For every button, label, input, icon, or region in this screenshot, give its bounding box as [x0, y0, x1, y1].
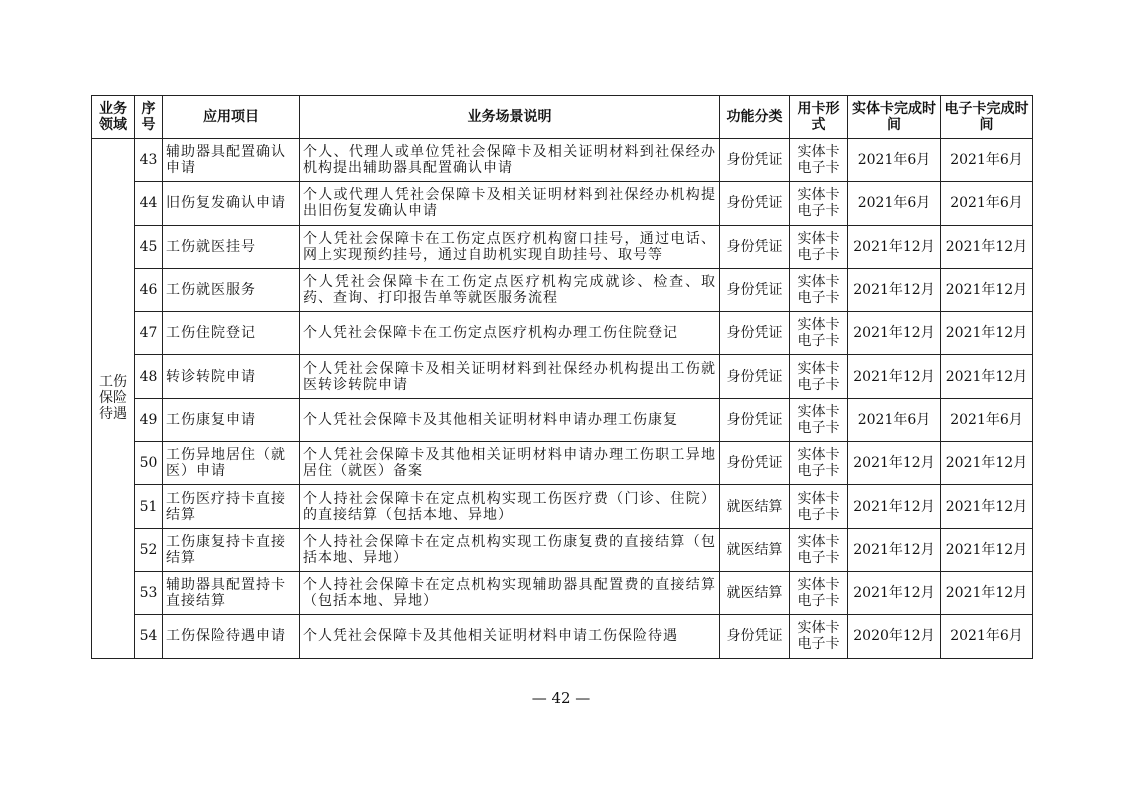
table-row	[92, 225, 1033, 268]
electronic-time-cell: 2021年12月	[941, 571, 1033, 614]
app-cell: 工伤异地居住（就医）申请	[163, 442, 300, 485]
physical-time-cell: 2020年12月	[848, 615, 941, 658]
electronic-time-cell: 2021年12月	[941, 312, 1033, 355]
card-form-cell: 实体卡电子卡	[790, 485, 848, 528]
electronic-time-cell: 2021年6月	[941, 139, 1033, 182]
table-row	[92, 615, 1033, 658]
function-cell: 身份凭证	[720, 225, 790, 268]
function-cell: 身份凭证	[720, 615, 790, 658]
function-cell: 身份凭证	[720, 268, 790, 311]
app-cell: 工伤保险待遇申请	[163, 615, 300, 658]
header-row	[92, 96, 1033, 139]
electronic-time-cell: 2021年12月	[941, 355, 1033, 398]
function-cell: 就医结算	[720, 571, 790, 614]
header-app: 应用项目	[163, 96, 300, 139]
seq-cell: 51	[135, 485, 163, 528]
card-form-cell: 实体卡电子卡	[790, 139, 848, 182]
physical-time-cell: 2021年12月	[848, 442, 941, 485]
table-row	[92, 398, 1033, 441]
electronic-time-cell: 2021年6月	[941, 182, 1033, 225]
app-cell: 工伤医疗持卡直接结算	[163, 485, 300, 528]
table-row	[92, 571, 1033, 614]
seq-cell: 52	[135, 528, 163, 571]
desc-cell: 个人凭社会保障卡及其他相关证明材料申请工伤保险待遇	[300, 615, 720, 658]
card-form-cell: 实体卡电子卡	[790, 355, 848, 398]
app-cell: 工伤住院登记	[163, 312, 300, 355]
table-row	[92, 485, 1033, 528]
electronic-time-cell: 2021年12月	[941, 485, 1033, 528]
function-cell: 身份凭证	[720, 139, 790, 182]
card-form-cell: 实体卡电子卡	[790, 398, 848, 441]
desc-cell: 个人持社会保障卡在定点机构实现辅助器具配置费的直接结算（包括本地、异地）	[300, 571, 720, 614]
app-cell: 辅助器具配置确认申请	[163, 139, 300, 182]
header-electronic-time: 电子卡完成时间	[941, 96, 1033, 139]
desc-cell: 个人凭社会保障卡及相关证明材料到社保经办机构提出工伤就医转诊转院申请	[300, 355, 720, 398]
card-form-cell: 实体卡电子卡	[790, 442, 848, 485]
function-cell: 身份凭证	[720, 355, 790, 398]
seq-cell: 48	[135, 355, 163, 398]
function-cell: 就医结算	[720, 485, 790, 528]
electronic-time-cell: 2021年12月	[941, 268, 1033, 311]
app-cell: 工伤康复持卡直接结算	[163, 528, 300, 571]
function-cell: 身份凭证	[720, 442, 790, 485]
header-card-form: 用卡形式	[790, 96, 848, 139]
app-cell: 工伤就医挂号	[163, 225, 300, 268]
desc-cell: 个人持社会保障卡在定点机构实现工伤康复费的直接结算（包括本地、异地）	[300, 528, 720, 571]
desc-cell: 个人凭社会保障卡及其他相关证明材料申请办理工伤康复	[300, 398, 720, 441]
card-form-cell: 实体卡电子卡	[790, 528, 848, 571]
table-row	[92, 268, 1033, 311]
seq-cell: 53	[135, 571, 163, 614]
seq-cell: 46	[135, 268, 163, 311]
desc-cell: 个人凭社会保障卡及其他相关证明材料申请办理工伤职工异地居住（就医）备案	[300, 442, 720, 485]
physical-time-cell: 2021年6月	[848, 398, 941, 441]
seq-cell: 45	[135, 225, 163, 268]
header-domain: 业务领域	[92, 96, 135, 139]
electronic-time-cell: 2021年6月	[941, 615, 1033, 658]
function-cell: 身份凭证	[720, 398, 790, 441]
seq-cell: 44	[135, 182, 163, 225]
seq-cell: 43	[135, 139, 163, 182]
table-row	[92, 442, 1033, 485]
page-number: — 42 —	[531, 689, 591, 707]
app-cell: 工伤就医服务	[163, 268, 300, 311]
table-row	[92, 355, 1033, 398]
seq-cell: 49	[135, 398, 163, 441]
function-cell: 身份凭证	[720, 182, 790, 225]
function-cell: 就医结算	[720, 528, 790, 571]
function-cell: 身份凭证	[720, 312, 790, 355]
table-row	[92, 312, 1033, 355]
service-table	[91, 95, 1033, 659]
electronic-time-cell: 2021年12月	[941, 442, 1033, 485]
desc-cell: 个人凭社会保障卡在工伤定点医疗机构完成就诊、检查、取药、查询、打印报告单等就医服务流程	[300, 268, 720, 311]
seq-cell: 47	[135, 312, 163, 355]
physical-time-cell: 2021年12月	[848, 571, 941, 614]
physical-time-cell: 2021年6月	[848, 182, 941, 225]
app-cell: 旧伤复发确认申请	[163, 182, 300, 225]
header-seq: 序号	[135, 96, 163, 139]
physical-time-cell: 2021年12月	[848, 225, 941, 268]
app-cell: 辅助器具配置持卡直接结算	[163, 571, 300, 614]
card-form-cell: 实体卡电子卡	[790, 268, 848, 311]
desc-cell: 个人凭社会保障卡在工伤定点医疗机构窗口挂号，通过电话、网上实现预约挂号，通过自助机实现自助挂号、取号等	[300, 225, 720, 268]
physical-time-cell: 2021年12月	[848, 268, 941, 311]
seq-cell: 54	[135, 615, 163, 658]
seq-cell: 50	[135, 442, 163, 485]
physical-time-cell: 2021年12月	[848, 355, 941, 398]
physical-time-cell: 2021年12月	[848, 528, 941, 571]
card-form-cell: 实体卡电子卡	[790, 615, 848, 658]
electronic-time-cell: 2021年12月	[941, 528, 1033, 571]
desc-cell: 个人凭社会保障卡在工伤定点医疗机构办理工伤住院登记	[300, 312, 720, 355]
table-row	[92, 139, 1033, 182]
desc-cell: 个人、代理人或单位凭社会保障卡及相关证明材料到社保经办机构提出辅助器具配置确认申请	[300, 139, 720, 182]
header-scenario: 业务场景说明	[300, 96, 720, 139]
physical-time-cell: 2021年6月	[848, 139, 941, 182]
table-row	[92, 182, 1033, 225]
table-row	[92, 528, 1033, 571]
header-physical-time: 实体卡完成时间	[848, 96, 941, 139]
electronic-time-cell: 2021年12月	[941, 225, 1033, 268]
domain-cell: 工伤保险待遇	[92, 139, 135, 659]
app-cell: 工伤康复申请	[163, 398, 300, 441]
physical-time-cell: 2021年12月	[848, 312, 941, 355]
card-form-cell: 实体卡电子卡	[790, 571, 848, 614]
card-form-cell: 实体卡电子卡	[790, 312, 848, 355]
desc-cell: 个人或代理人凭社会保障卡及相关证明材料到社保经办机构提出旧伤复发确认申请	[300, 182, 720, 225]
card-form-cell: 实体卡电子卡	[790, 182, 848, 225]
header-function: 功能分类	[720, 96, 790, 139]
app-cell: 转诊转院申请	[163, 355, 300, 398]
desc-cell: 个人持社会保障卡在定点机构实现工伤医疗费（门诊、住院）的直接结算（包括本地、异地）	[300, 485, 720, 528]
electronic-time-cell: 2021年6月	[941, 398, 1033, 441]
physical-time-cell: 2021年12月	[848, 485, 941, 528]
card-form-cell: 实体卡电子卡	[790, 225, 848, 268]
